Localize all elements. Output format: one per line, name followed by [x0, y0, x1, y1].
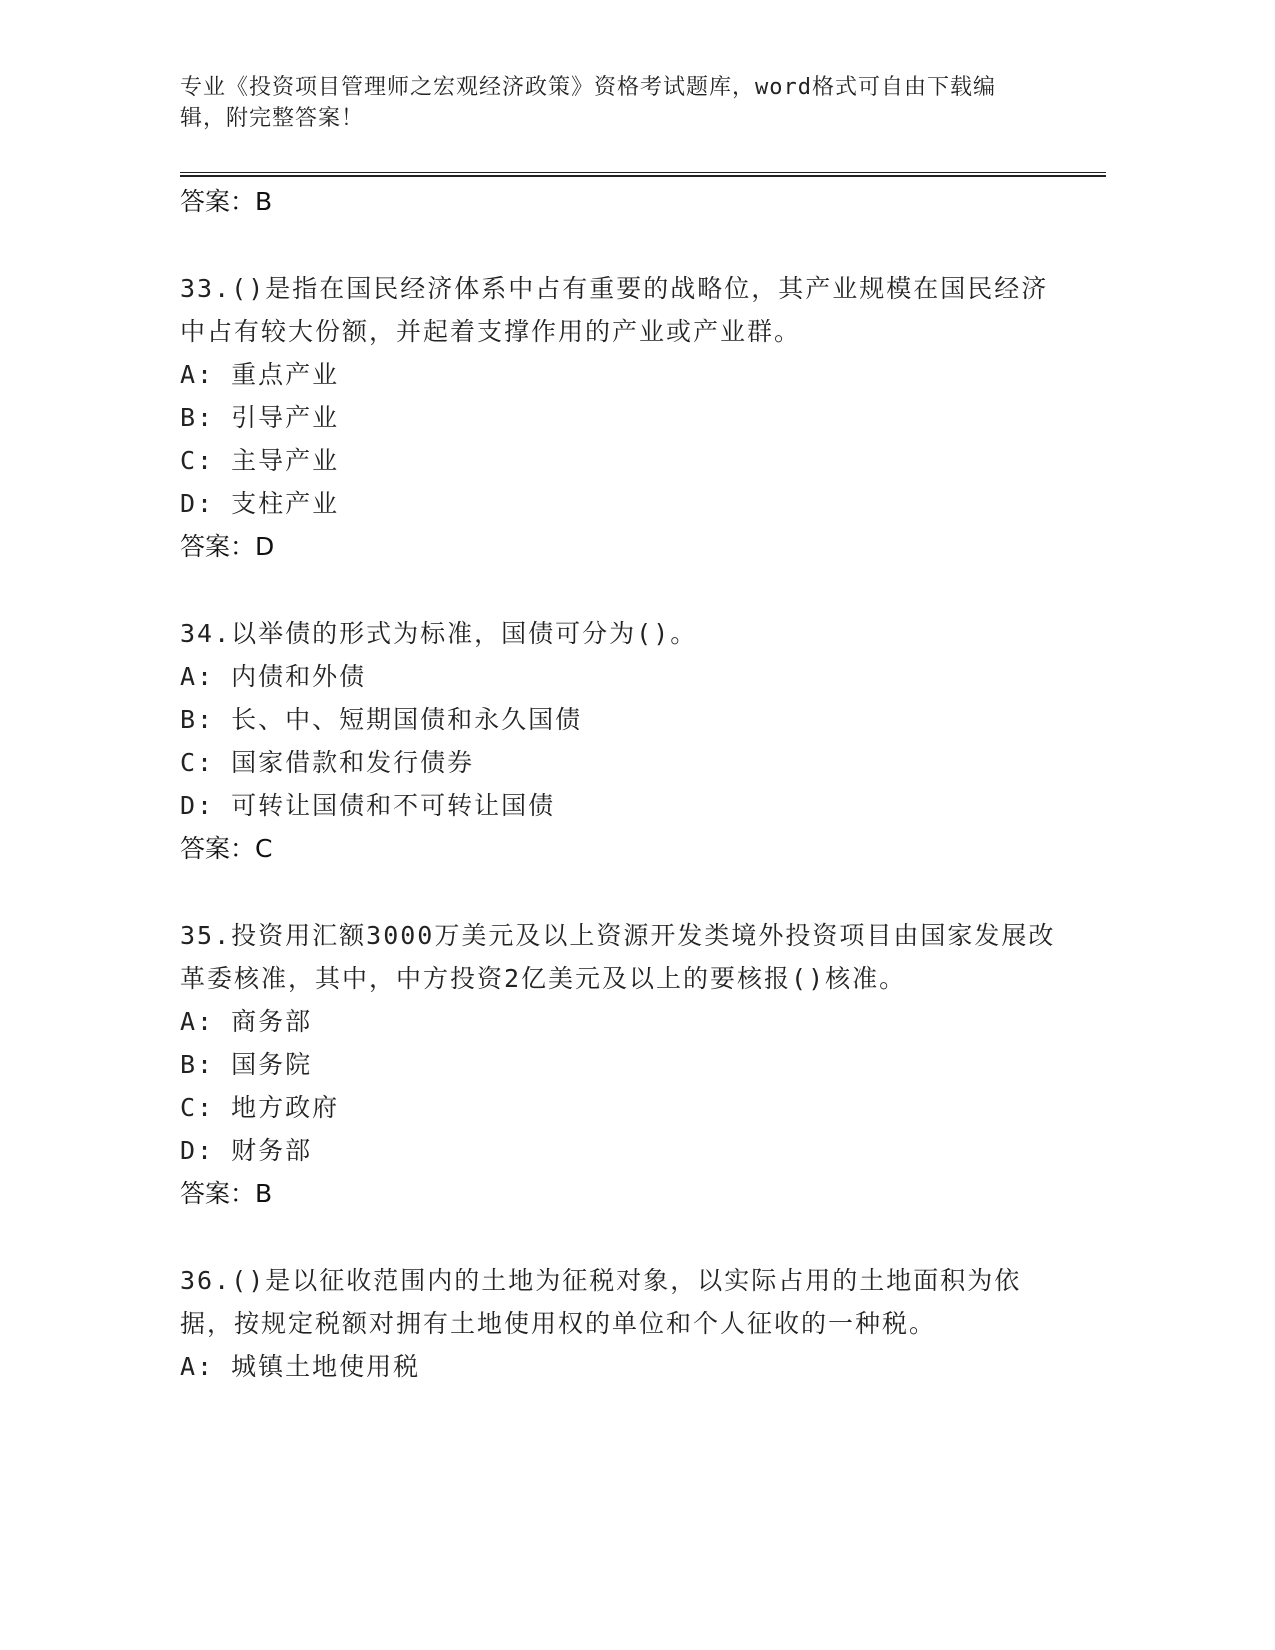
option-c: C: 国家借款和发行债券 — [180, 748, 475, 777]
header-divider — [180, 172, 1106, 177]
question-stem: 35.投资用汇额3000万美元及以上资源开发类境外投资项目由国家发展改革委核准，其中，中方投资2亿美元及以上的要核报()核准。 — [180, 921, 1056, 993]
answer-label: 答案：B — [180, 1179, 273, 1208]
question-stem: 33.()是指在国民经济体系中占有重要的战略位，其产业规模在国民经济中占有较大份额，并起着支撑作用的产业或产业群。 — [180, 274, 1049, 346]
answer-label: 答案：B — [180, 187, 273, 216]
option-b: B: 长、中、短期国债和永久国债 — [180, 705, 583, 734]
option-a: A: 重点产业 — [180, 360, 340, 389]
question-stem: 34.以举债的形式为标准，国债可分为()。 — [180, 619, 698, 648]
option-a: A: 内债和外债 — [180, 662, 367, 691]
answer-label: 答案：C — [180, 834, 273, 863]
question-stem: 36.()是以征收范围内的土地为征税对象，以实际占用的土地面积为依据，按规定税额对拥有土地使用权的单位和个人征收的一种税。 — [180, 1266, 1022, 1338]
option-a: A: 城镇土地使用税 — [180, 1352, 421, 1381]
option-b: B: 国务院 — [180, 1050, 313, 1079]
option-c: C: 地方政府 — [180, 1093, 340, 1122]
option-d: D: 财务部 — [180, 1136, 313, 1165]
option-c: C: 主导产业 — [180, 446, 340, 475]
question-list — [180, 180, 1060, 1388]
option-d: D: 支柱产业 — [180, 489, 340, 518]
option-d: D: 可转让国债和不可转让国债 — [180, 791, 556, 820]
option-b: B: 引导产业 — [180, 403, 340, 432]
document-header: 专业《投资项目管理师之宏观经济政策》资格考试题库，word格式可自由下载编辑，附完整答案！ — [180, 75, 996, 131]
answer-label: 答案：D — [180, 532, 275, 561]
option-a: A: 商务部 — [180, 1007, 313, 1036]
